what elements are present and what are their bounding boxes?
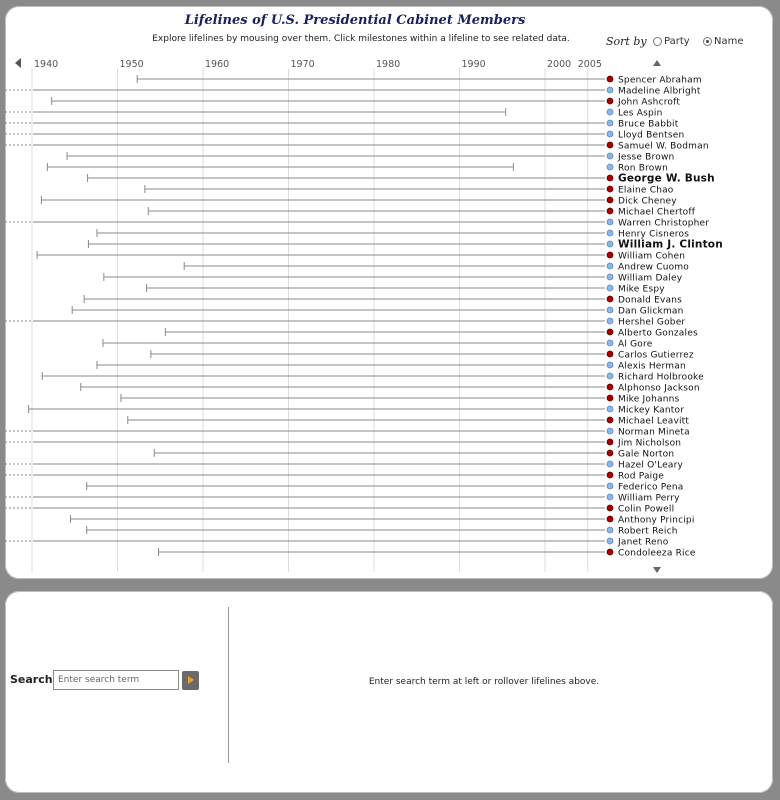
party-dot bbox=[607, 505, 613, 511]
member-name[interactable]: Al Gore bbox=[618, 339, 653, 350]
member-name[interactable]: Spencer Abraham bbox=[618, 75, 702, 86]
x-tick-label: 1940 bbox=[34, 59, 59, 70]
member-name[interactable]: Alexis Herman bbox=[618, 361, 686, 372]
party-dot bbox=[607, 450, 613, 456]
party-dot bbox=[607, 461, 613, 467]
x-tick-label: 2000 bbox=[547, 59, 572, 70]
member-name[interactable]: Andrew Cuomo bbox=[618, 262, 690, 273]
chart-title: Lifelines of U.S. Presidential Cabinet Members bbox=[184, 13, 526, 28]
member-name[interactable]: Lloyd Bentsen bbox=[618, 130, 685, 141]
party-dot bbox=[607, 263, 613, 269]
member-name[interactable]: Norman Mineta bbox=[618, 427, 690, 438]
member-name[interactable]: Gale Norton bbox=[618, 449, 675, 460]
party-dot bbox=[607, 120, 613, 126]
party-dot bbox=[607, 87, 613, 93]
party-dot bbox=[607, 296, 613, 302]
member-name[interactable]: Mickey Kantor bbox=[618, 405, 685, 416]
party-dot bbox=[607, 197, 613, 203]
x-tick-label: 2005 bbox=[577, 59, 602, 70]
party-dot bbox=[607, 76, 613, 82]
member-name[interactable]: Hershel Gober bbox=[618, 317, 686, 328]
member-name[interactable]: Rod Paige bbox=[618, 471, 665, 482]
member-name[interactable]: Condoleeza Rice bbox=[618, 548, 696, 559]
member-name[interactable]: Les Aspin bbox=[618, 108, 663, 119]
party-dot bbox=[607, 175, 613, 181]
party-dot bbox=[607, 307, 613, 313]
member-name[interactable]: Dick Cheney bbox=[618, 196, 677, 207]
timeline-panel bbox=[5, 6, 773, 579]
timeline-chart bbox=[5, 6, 773, 579]
member-name[interactable]: Warren Christopher bbox=[618, 218, 710, 229]
party-dot bbox=[607, 142, 613, 148]
party-dot bbox=[607, 252, 613, 258]
member-name[interactable]: Dan Glickman bbox=[618, 306, 684, 317]
party-dot bbox=[607, 164, 613, 170]
member-name[interactable]: Michael Leavitt bbox=[618, 416, 690, 427]
member-name[interactable]: Jim Nicholson bbox=[618, 438, 682, 449]
sort-name-label: Name bbox=[714, 36, 744, 47]
member-name[interactable]: Bruce Babbit bbox=[618, 119, 679, 130]
info-message: Enter search term at left or rollover lifelines above. bbox=[368, 677, 600, 687]
search-input[interactable] bbox=[53, 670, 179, 690]
party-dot bbox=[607, 439, 613, 445]
details-panel bbox=[5, 591, 773, 793]
party-dot bbox=[607, 417, 613, 423]
search-go-button[interactable] bbox=[182, 671, 199, 690]
member-name[interactable]: Michael Chertoff bbox=[618, 207, 696, 218]
member-name[interactable]: Henry Cisneros bbox=[618, 229, 690, 240]
party-dot bbox=[607, 538, 613, 544]
member-name[interactable]: William Perry bbox=[618, 493, 680, 504]
x-tick-label: 1980 bbox=[376, 59, 401, 70]
member-name[interactable]: Carlos Gutierrez bbox=[618, 350, 694, 361]
member-name[interactable]: William Cohen bbox=[618, 251, 686, 262]
sort-party-label: Party bbox=[664, 36, 690, 47]
party-dot bbox=[607, 527, 613, 533]
party-dot bbox=[607, 329, 613, 335]
x-tick-label: 1950 bbox=[119, 59, 144, 70]
sort-by-label: Sort by bbox=[606, 35, 647, 48]
party-dot bbox=[607, 241, 613, 247]
member-name[interactable]: Elaine Chao bbox=[618, 185, 674, 196]
party-dot bbox=[607, 373, 613, 379]
member-name[interactable]: Alphonso Jackson bbox=[618, 383, 700, 394]
party-dot bbox=[607, 472, 613, 478]
chart-subtitle: Explore lifelines by mousing over them. Click milestones within a lifeline to see related data. bbox=[152, 34, 570, 44]
member-name[interactable]: Janet Reno bbox=[618, 537, 669, 548]
member-name[interactable]: Jesse Brown bbox=[618, 152, 675, 163]
party-dot bbox=[607, 230, 613, 236]
party-dot bbox=[607, 285, 613, 291]
party-dot bbox=[607, 549, 613, 555]
member-name[interactable]: John Ashcroft bbox=[618, 97, 681, 108]
party-dot bbox=[607, 384, 613, 390]
member-name[interactable]: Mike Johanns bbox=[618, 394, 680, 405]
member-name[interactable]: Mike Espy bbox=[618, 284, 665, 295]
party-dot bbox=[607, 208, 613, 214]
party-dot bbox=[607, 153, 613, 159]
party-dot bbox=[607, 318, 613, 324]
member-name[interactable]: Madeline Albright bbox=[618, 86, 701, 97]
panel-divider bbox=[228, 607, 229, 763]
party-dot bbox=[607, 362, 613, 368]
x-tick-label: 1990 bbox=[461, 59, 486, 70]
party-dot bbox=[607, 494, 613, 500]
party-dot bbox=[607, 340, 613, 346]
member-name[interactable]: Robert Reich bbox=[618, 526, 678, 537]
party-dot bbox=[607, 131, 613, 137]
party-dot bbox=[607, 98, 613, 104]
party-dot bbox=[607, 109, 613, 115]
party-dot bbox=[607, 406, 613, 412]
member-name[interactable]: Colin Powell bbox=[618, 504, 675, 515]
member-name[interactable]: Hazel O'Leary bbox=[618, 460, 683, 471]
member-name[interactable]: George W. Bush bbox=[618, 172, 715, 185]
party-dot bbox=[607, 219, 613, 225]
member-name[interactable]: William J. Clinton bbox=[618, 238, 723, 251]
party-dot bbox=[607, 351, 613, 357]
member-name[interactable]: Federico Pena bbox=[618, 482, 684, 493]
member-name[interactable]: Alberto Gonzales bbox=[618, 328, 698, 339]
member-name[interactable]: Richard Holbrooke bbox=[618, 372, 704, 383]
member-name[interactable]: Ron Brown bbox=[618, 163, 668, 174]
search-label: Search bbox=[10, 673, 53, 686]
x-tick-label: 1970 bbox=[290, 59, 315, 70]
party-dot bbox=[607, 483, 613, 489]
member-name[interactable]: Donald Evans bbox=[618, 295, 683, 306]
party-dot bbox=[607, 186, 613, 192]
member-name[interactable]: William Daley bbox=[618, 273, 683, 284]
member-name[interactable]: Anthony Principi bbox=[618, 515, 695, 526]
member-name[interactable]: Samuel W. Bodman bbox=[618, 141, 709, 152]
party-dot bbox=[607, 395, 613, 401]
party-dot bbox=[607, 274, 613, 280]
party-dot bbox=[607, 516, 613, 522]
x-tick-label: 1960 bbox=[205, 59, 230, 70]
party-dot bbox=[607, 428, 613, 434]
